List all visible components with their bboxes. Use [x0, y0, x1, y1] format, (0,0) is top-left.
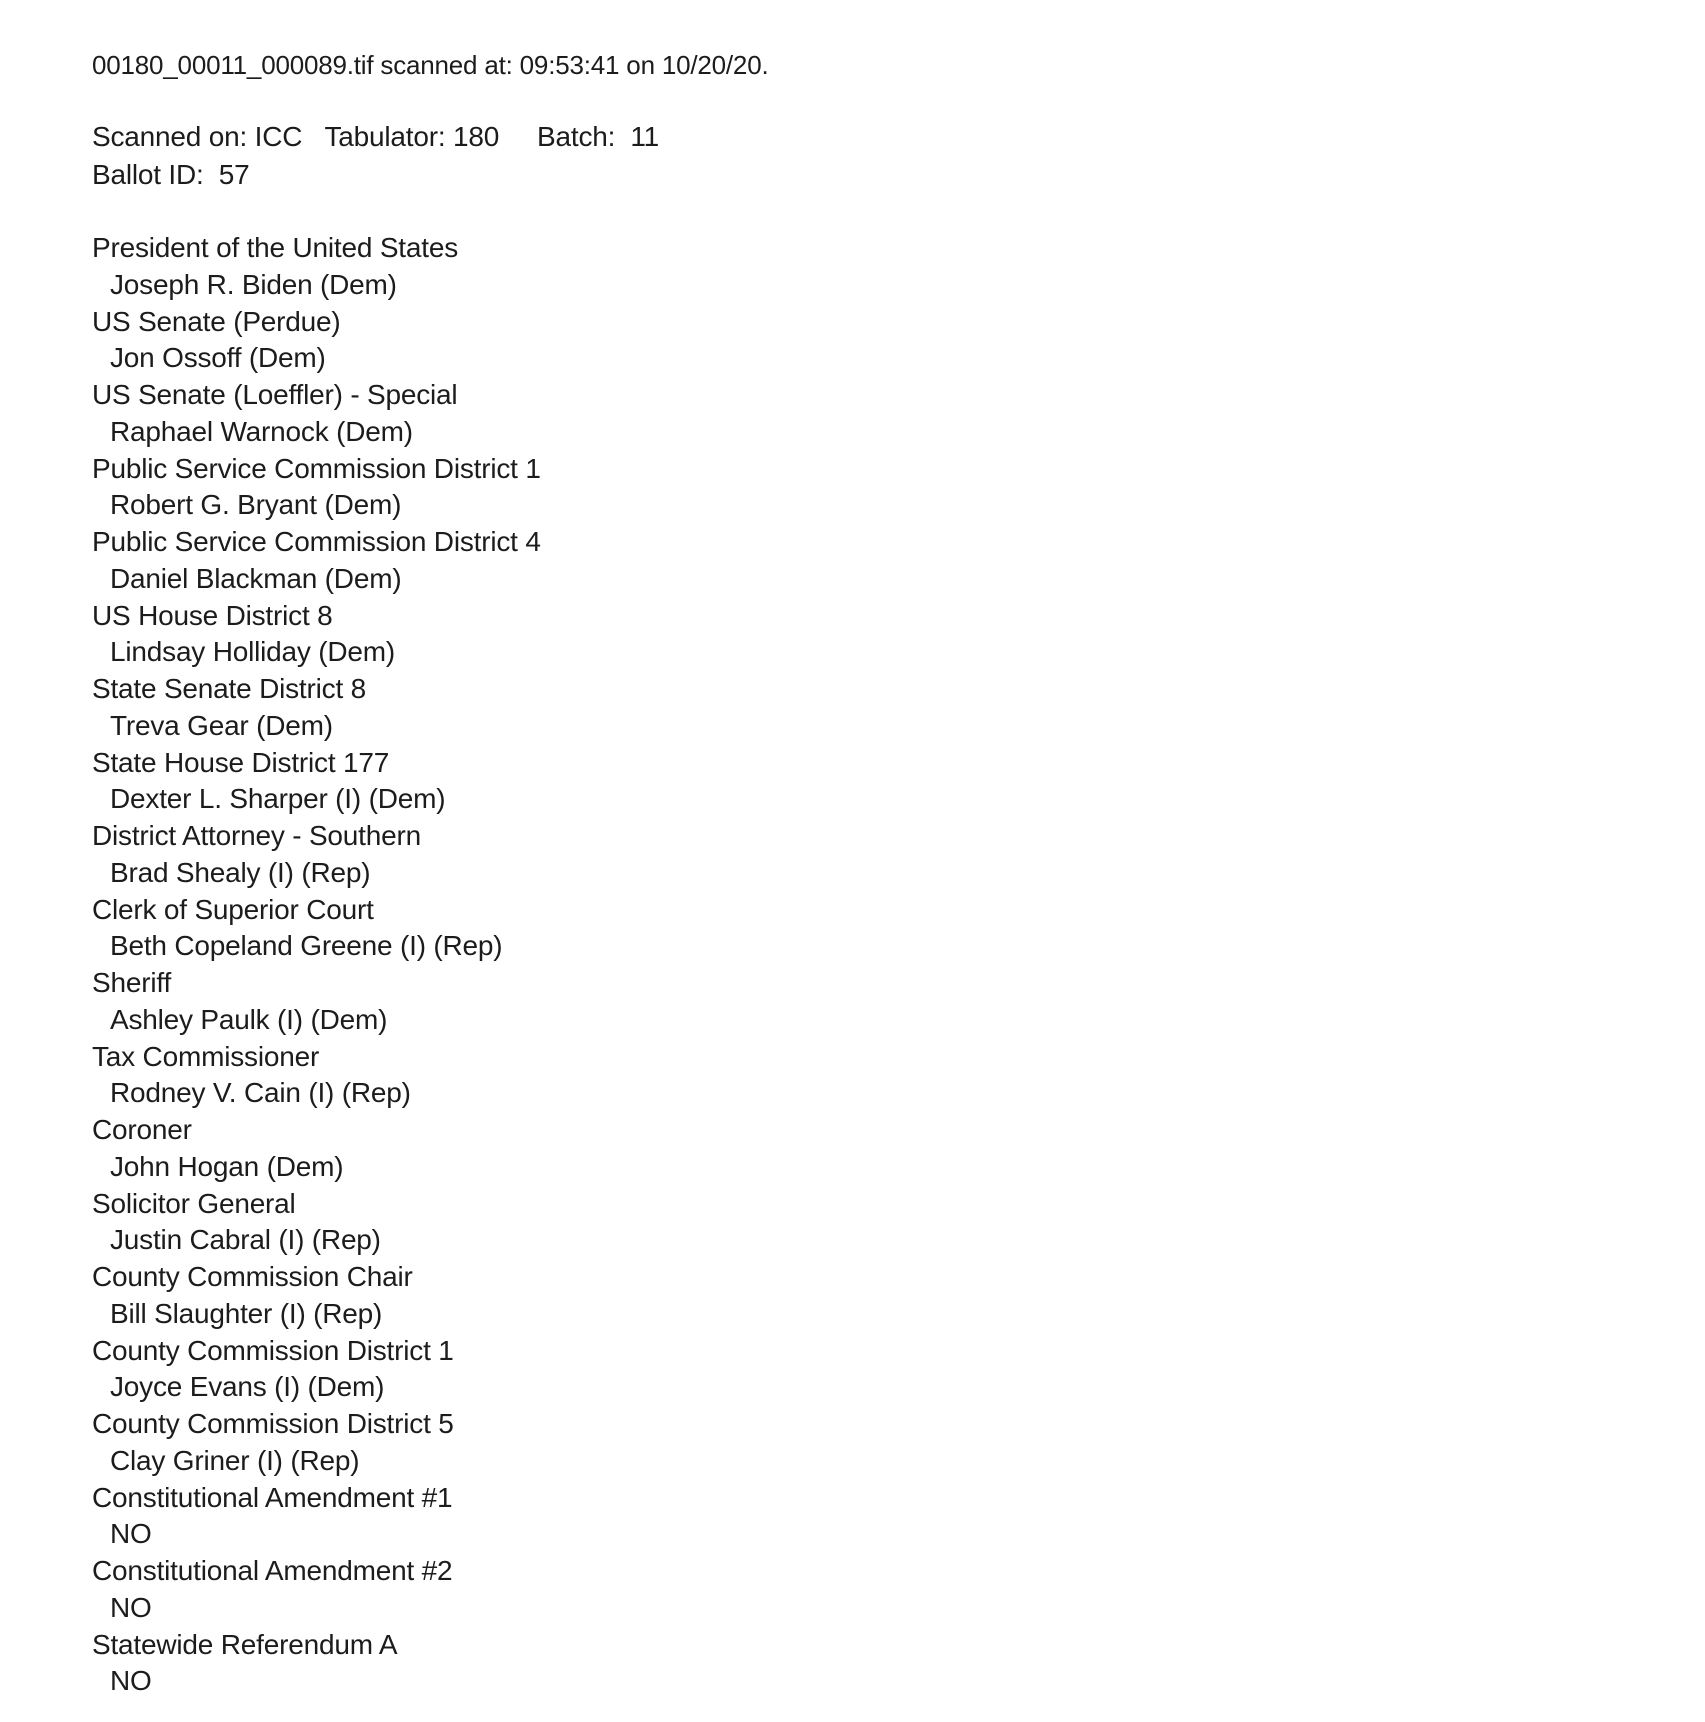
candidate-selection: Dexter L. Sharper (I) (Dem) — [110, 783, 446, 815]
contest-name: County Commission District 5 — [92, 1408, 454, 1439]
contest-row — [92, 745, 1645, 819]
contest-row — [92, 818, 1645, 892]
contest-name: Public Service Commission District 1 — [92, 452, 541, 484]
candidate-selection: Raphael Warnock (Dem) — [110, 415, 413, 447]
ballot-id-line: Ballot ID: 57 — [92, 159, 250, 190]
candidate-selection: Ashley Paulk (I) (Dem) — [110, 1003, 388, 1035]
contest-name: Clerk of Superior Court — [92, 893, 374, 925]
contest-name: Tax Commissioner — [92, 1040, 320, 1072]
contest-name: Statewide Referendum A — [92, 1628, 398, 1660]
contest-row — [92, 1039, 1645, 1113]
contest-row — [92, 1627, 1645, 1701]
contest-name: US House District 8 — [92, 599, 333, 631]
candidate-selection: Joseph R. Biden (Dem) — [110, 268, 397, 300]
contest-name: State House District 177 — [92, 746, 390, 778]
candidate-selection: Justin Cabral (I) (Rep) — [110, 1224, 381, 1256]
candidate-selection: Bill Slaughter (I) (Rep) — [110, 1297, 383, 1329]
contest-name: Coroner — [92, 1114, 192, 1145]
contest-name: Solicitor General — [92, 1187, 296, 1219]
contest-name: Constitutional Amendment #1 — [92, 1481, 453, 1513]
contest-name: Public Service Commission District 4 — [92, 526, 541, 557]
contest-row — [92, 1112, 1645, 1186]
candidate-selection: NO — [110, 1665, 152, 1697]
contest-name: County Commission District 1 — [92, 1334, 454, 1366]
candidate-selection: Treva Gear (Dem) — [110, 709, 333, 741]
candidate-selection: Rodney V. Cain (I) (Rep) — [110, 1077, 411, 1109]
contest-row — [92, 1406, 1645, 1480]
candidate-selection: Robert G. Bryant (Dem) — [110, 489, 402, 521]
contest-row — [92, 1186, 1645, 1260]
candidate-selection: Jon Ossoff (Dem) — [110, 342, 326, 374]
candidate-selection: Daniel Blackman (Dem) — [110, 562, 402, 594]
contest-row — [92, 598, 1645, 672]
contest-row — [92, 892, 1645, 966]
contest-row — [92, 304, 1645, 378]
candidate-selection: Joyce Evans (I) (Dem) — [110, 1371, 385, 1403]
contest-row — [92, 377, 1645, 451]
contest-list — [92, 230, 1645, 1700]
contest-row — [92, 230, 1645, 304]
contest-row — [92, 451, 1645, 525]
contest-row — [92, 1480, 1645, 1554]
candidate-selection: NO — [110, 1518, 152, 1550]
candidate-selection: Clay Griner (I) (Rep) — [110, 1444, 360, 1476]
contest-name: President of the United States — [92, 232, 458, 263]
contest-name: US Senate (Perdue) — [92, 305, 341, 337]
candidate-selection: NO — [110, 1591, 152, 1623]
contest-row — [92, 671, 1645, 745]
contest-name: US Senate (Loeffler) - Special — [92, 379, 458, 410]
scan-filename-line: 00180_00011_000089.tif scanned at: 09:53:41 on 10/20/20. — [92, 50, 769, 80]
contest-row — [92, 1333, 1645, 1407]
contest-name: Constitutional Amendment #2 — [92, 1555, 453, 1586]
scan-meta-block — [92, 118, 1645, 194]
contest-name: Sheriff — [92, 967, 172, 998]
candidate-selection: Beth Copeland Greene (I) (Rep) — [110, 930, 503, 962]
contest-row — [92, 1259, 1645, 1333]
contest-name: State Senate District 8 — [92, 673, 366, 704]
scanner-info-line: Scanned on: ICC Tabulator: 180 Batch: 11 — [92, 121, 660, 152]
contest-row — [92, 1553, 1645, 1627]
candidate-selection: Lindsay Holliday (Dem) — [110, 636, 396, 668]
candidate-selection: John Hogan (Dem) — [110, 1150, 344, 1182]
contest-name: County Commission Chair — [92, 1261, 413, 1292]
candidate-selection: Brad Shealy (I) (Rep) — [110, 856, 371, 888]
contest-row — [92, 965, 1645, 1039]
contest-row — [92, 524, 1645, 598]
contest-name: District Attorney - Southern — [92, 820, 421, 851]
